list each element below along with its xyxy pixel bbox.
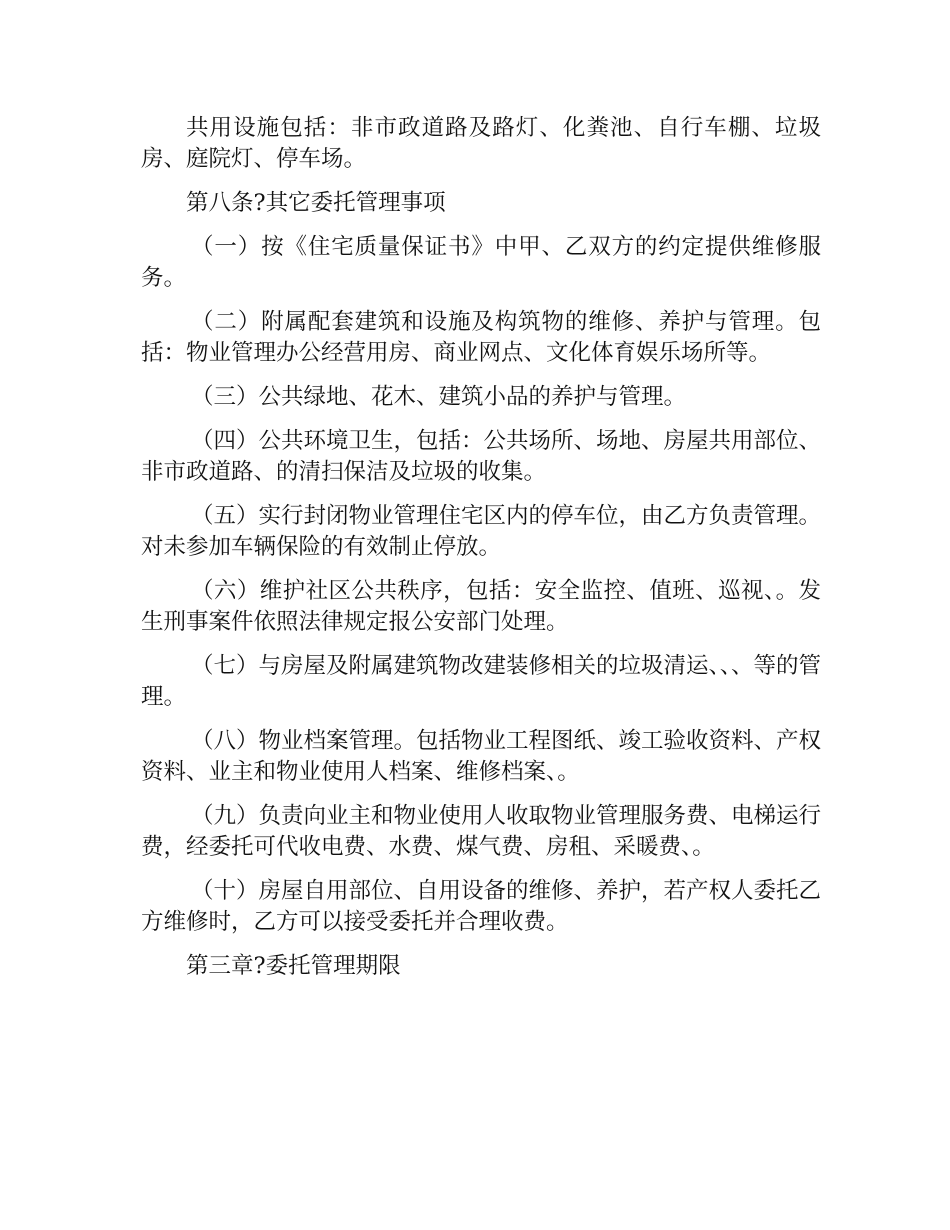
chapter-3-heading: 第三章?委托管理期限 — [186, 953, 401, 979]
list-item-3: （三）公共绿地、花木、建筑小品的养护与管理。 — [191, 384, 687, 410]
list-item-8: （八）物业档案管理。包括物业工程图纸、竣工验收资料、产权资料、业主和物业使用人档案、维修档案、。 — [141, 728, 822, 785]
list-item-7: （七）与房屋及附属建筑物改建装修相关的垃圾清运、、、等的管理。 — [141, 653, 822, 710]
list-item-4: （四）公共环境卫生，包括：公共场所、场地、房屋共用部位、非市政道路、的清扫保洁及垃圾的收集。 — [141, 428, 822, 485]
list-item-6: （六）维护社区公共秩序，包括：安全监控、值班、巡视、。发生刑事案件依照法律规定报公安部门处理。 — [141, 578, 821, 635]
paragraph-shared-facilities: 共用设施包括：非市政道路及路灯、化粪池、自行车棚、垃圾房、庭院灯、停车场。 — [141, 115, 821, 172]
document-body — [141, 113, 821, 995]
list-item-10: （十）房屋自用部位、自用设备的维修、养护，若产权人委托乙方维修时，乙方可以接受委托并合理收费。 — [141, 878, 822, 935]
list-item-5: （五）实行封闭物业管理住宅区内的停车位，由乙方负责管理。对未参加车辆保险的有效制止停放。 — [141, 503, 822, 560]
article-8-heading: 第八条?其它委托管理事项 — [186, 190, 446, 216]
list-item-1: （一）按《住宅质量保证书》中甲、乙双方的约定提供维修服务。 — [141, 234, 821, 291]
list-item-9: （九）负责向业主和物业使用人收取物业管理服务费、电梯运行费，经委托可代收电费、水费、煤气费、房租、采暖费、。 — [141, 803, 822, 860]
list-item-2: （二）附属配套建筑和设施及构筑物的维修、养护与管理。包括：物业管理办公经营用房、商业网点、文化体育娱乐场所等。 — [141, 309, 821, 366]
